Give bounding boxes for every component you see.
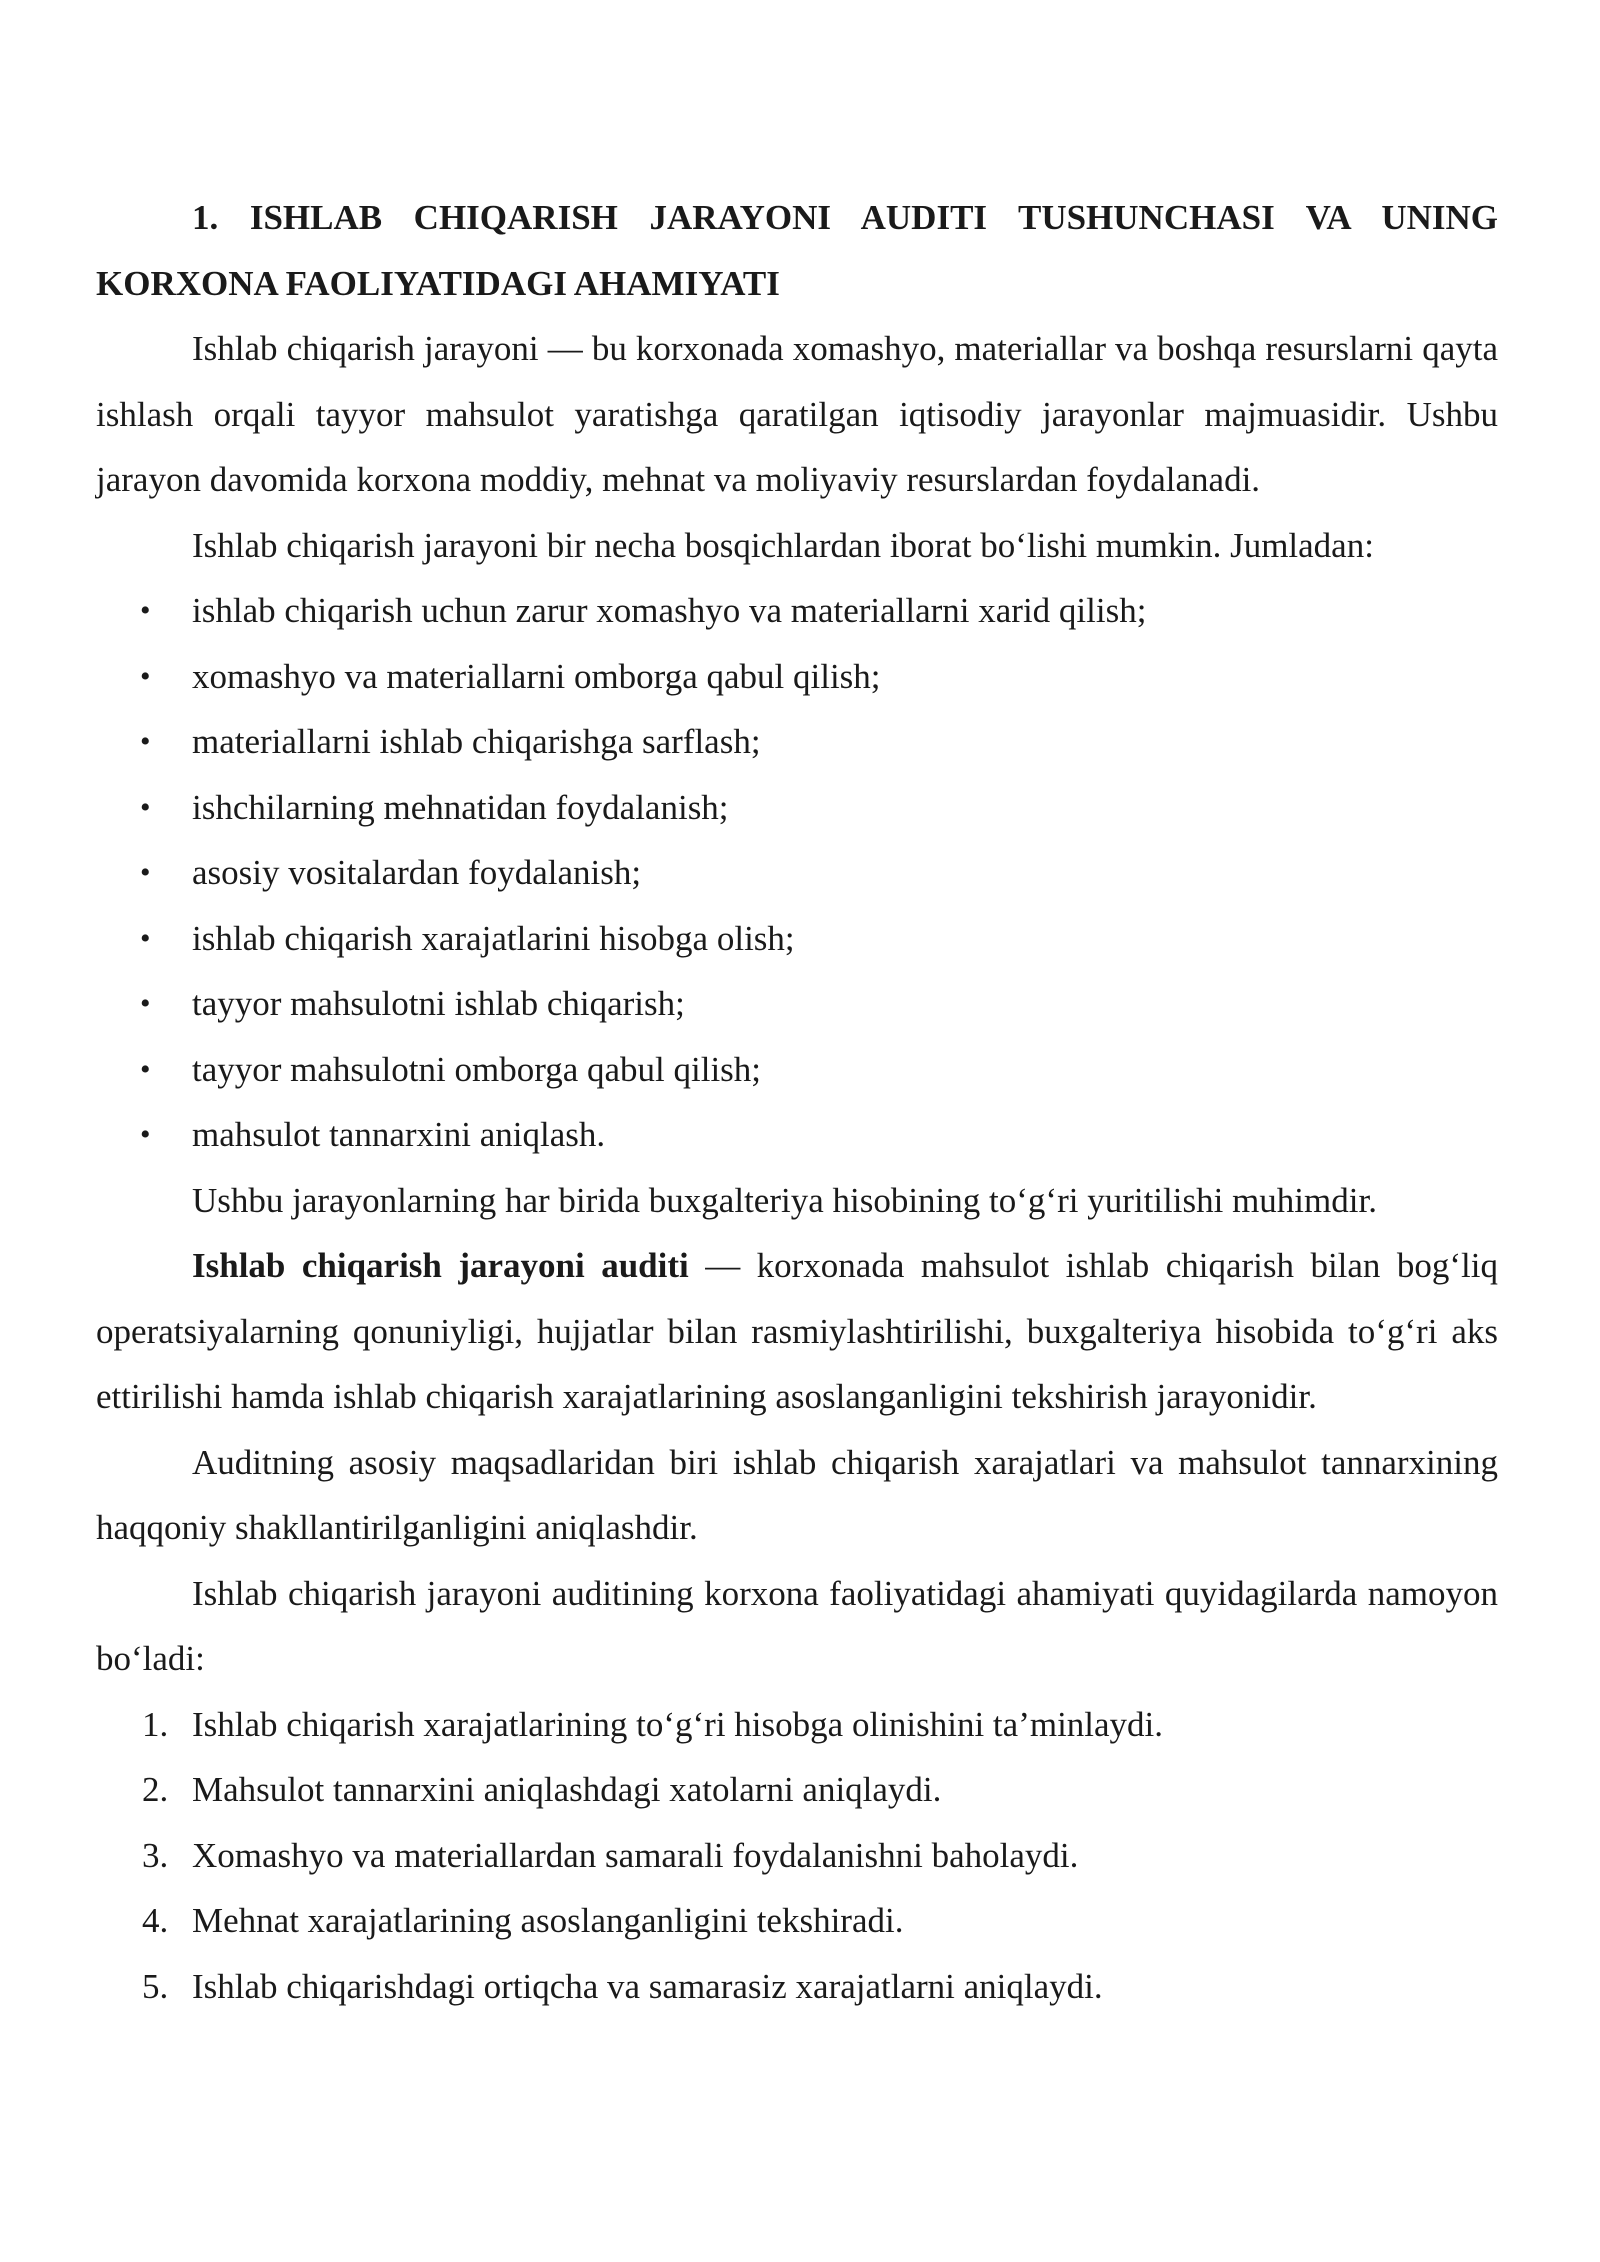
bullet-icon: • bbox=[140, 1118, 151, 1151]
list-item bbox=[96, 644, 1498, 710]
bullet-icon: • bbox=[140, 594, 151, 627]
list-number: 1. bbox=[142, 1704, 169, 1744]
bullet-icon: • bbox=[140, 725, 151, 758]
list-number: 2. bbox=[142, 1770, 169, 1809]
list-item bbox=[96, 709, 1498, 775]
importance-numbered-list bbox=[96, 1692, 1498, 2020]
list-item bbox=[96, 1692, 1498, 1758]
list-item-text: Xomashyo va materiallardan samarali foydalanishni baholaydi. bbox=[192, 1835, 1079, 1875]
list-number: 5. bbox=[142, 1966, 169, 2006]
list-item-text: Ishlab chiqarish xarajatlarining to‘g‘ri hisobga olinishini ta’minlaydi. bbox=[192, 1704, 1164, 1744]
list-item bbox=[96, 906, 1498, 972]
list-item-text: asosiy vositalardan foydalanish; bbox=[192, 853, 642, 892]
list-item-text: ishchilarning mehnatidan foydalanish; bbox=[192, 787, 729, 827]
bullet-icon: • bbox=[140, 987, 151, 1020]
document-body bbox=[96, 185, 1498, 2019]
list-item bbox=[96, 1037, 1498, 1103]
paragraph-importance-intro: Ishlab chiqarish jarayoni auditining korxona faoliyatidagi ahamiyati quyidagilarda namoyon bo‘ladi: bbox=[96, 1573, 1498, 1678]
list-item-text: mahsulot tannarxini aniqlash. bbox=[192, 1115, 606, 1154]
paragraph-audit-goal: Auditning asosiy maqsadlaridan biri ishlab chiqarish xarajatlari va mahsulot tannarxining haqqoniy shakllantirilganligini aniqlashdir. bbox=[96, 1442, 1498, 1547]
paragraph-stages-intro: Ishlab chiqarish jarayoni bir necha bosqichlardan iborat bo‘lishi mumkin. Jumladan: bbox=[192, 525, 1374, 565]
list-item-text: materiallarni ishlab chiqarishga sarflash; bbox=[192, 722, 761, 761]
bullet-icon: • bbox=[140, 1052, 151, 1086]
section-heading: 1. ISHLAB CHIQARISH JARAYONI AUDITI TUSHUNCHASI VA UNING KORXONA FAOLIYATIDAGI AHAMIYATI bbox=[96, 198, 1498, 303]
list-item-text: tayyor mahsulotni omborga qabul qilish; bbox=[192, 1049, 762, 1089]
list-item-text: Mehnat xarajatlarining asoslanganligini tekshiradi. bbox=[192, 1901, 904, 1940]
list-item-text: Ishlab chiqarishdagi ortiqcha va samarasiz xarajatlarni aniqlaydi. bbox=[192, 1966, 1103, 2006]
list-item bbox=[96, 775, 1498, 841]
list-item-text: Mahsulot tannarxini aniqlashdagi xatolarni aniqlaydi. bbox=[192, 1770, 942, 1809]
list-item-text: xomashyo va materiallarni omborga qabul qilish; bbox=[192, 656, 881, 696]
paragraph-audit-definition bbox=[96, 1233, 1498, 1430]
audit-definition-text: — korxonada mahsulot ishlab chiqarish bilan bog‘liq operatsiyalarning qonuniyligi, hujjatlar bilan rasmiylashtirilishi, buxgalteriya hisobida to‘g‘ri aks ettirilishi hamda ishlab chiqarish xarajatlarining asoslanganligini tekshirish jarayonidir. bbox=[96, 1246, 1498, 1416]
bullet-icon: • bbox=[140, 856, 151, 889]
list-number: 3. bbox=[142, 1835, 169, 1875]
list-item bbox=[96, 1823, 1498, 1889]
list-item bbox=[96, 1954, 1498, 2020]
stages-bullet-list bbox=[96, 578, 1498, 1168]
list-item-text: ishlab chiqarish uchun zarur xomashyo va materiallarni xarid qilish; bbox=[192, 591, 1147, 630]
list-item-text: ishlab chiqarish xarajatlarini hisobga olish; bbox=[192, 918, 795, 958]
audit-term: Ishlab chiqarish jarayoni auditi bbox=[192, 1246, 689, 1285]
list-item bbox=[96, 840, 1498, 906]
paragraph-definition: Ishlab chiqarish jarayoni — bu korxonada xomashyo, materiallar va boshqa resurslarni qayta ishlash orqali tayyor mahsulot yaratishga qaratilgan iqtisodiy jarayonlar majmuasidir. Ushbu jarayon davomida korxona moddiy, mehnat va moliyaviy resurslardan foydalanadi. bbox=[96, 329, 1498, 499]
list-number: 4. bbox=[142, 1901, 169, 1940]
bullet-icon: • bbox=[140, 659, 151, 693]
list-item bbox=[96, 1888, 1498, 1954]
bullet-icon: • bbox=[140, 921, 151, 955]
list-item bbox=[96, 578, 1498, 644]
paragraph-accounting-note: Ushbu jarayonlarning har birida buxgalteriya hisobining to‘g‘ri yuritilishi muhimdir. bbox=[192, 1180, 1377, 1220]
bullet-icon: • bbox=[140, 790, 151, 824]
list-item bbox=[96, 1102, 1498, 1168]
list-item-text: tayyor mahsulotni ishlab chiqarish; bbox=[192, 984, 685, 1023]
list-item bbox=[96, 1757, 1498, 1823]
list-item bbox=[96, 971, 1498, 1037]
